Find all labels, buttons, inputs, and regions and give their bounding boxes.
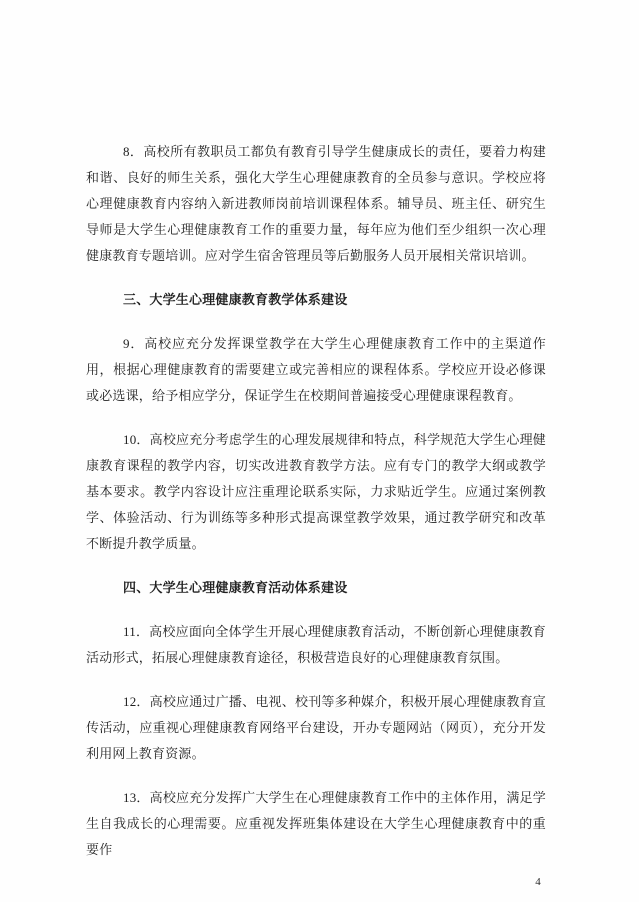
paragraph-item-9: 9．高校应充分发挥课堂教学在大学生心理健康教育工作中的主渠道作用，根据心理健康教育的需要建立或完善相应的课程体系。学校应开设必修课或必选课，给予相应学分，保证学生在校期间普遍接受心理健康课程教育。 — [86, 336, 546, 403]
section-heading-3: 三、大学生心理健康教育教学体系建设 — [123, 292, 348, 307]
document-content — [86, 139, 546, 881]
paragraph-item-10: 10．高校应充分考虑学生的心理发展规律和特点，科学规范大学生心理健康教育课程的教学内容，切实改进教育教学方法。应有专门的教学大纲或教学基本要求。教学内容设计应注重理论联系实际，力求贴近学生。应通过案例教学、体验活动、行为训练等多种形式提高课堂教学效果，通过教学研究和改革不断提升教学质量。 — [86, 432, 546, 551]
paragraph-item-12: 12．高校应通过广播、电视、校刊等多种媒介，积极开展心理健康教育宣传活动，应重视心理健康教育网络平台建设，开办专题网站（网页），充分开发利用网上教育资源。 — [86, 694, 546, 761]
section-heading-4: 四、大学生心理健康教育活动体系建设 — [123, 580, 348, 595]
paragraph-item-11: 11．高校应面向全体学生开展心理健康教育活动，不断创新心理健康教育活动形式，拓展心理健康教育途径，积极营造良好的心理健康教育氛围。 — [86, 624, 546, 665]
page-number: 4 — [535, 876, 541, 888]
paragraph-item-13: 13．高校应充分发挥广大学生在心理健康教育工作中的主体作用，满足学生自我成长的心理需要。应重视发挥班集体建设在大学生心理健康教育中的重要作 — [86, 790, 546, 857]
paragraph-item-8: 8．高校所有教职员工都负有教育引导学生健康成长的责任，要着力构建和谐、良好的师生关系，强化大学生心理健康教育的全员参与意识。学校应将心理健康教育内容纳入新进教师岗前培训课程体系。辅导员、班主任、研究生导师是大学生心理健康教育工作的重要力量，每年应为他们至少组织一次心理健康教育专题培训。应对学生宿舍管理员等后勤服务人员开展相关常识培训。 — [86, 144, 546, 263]
